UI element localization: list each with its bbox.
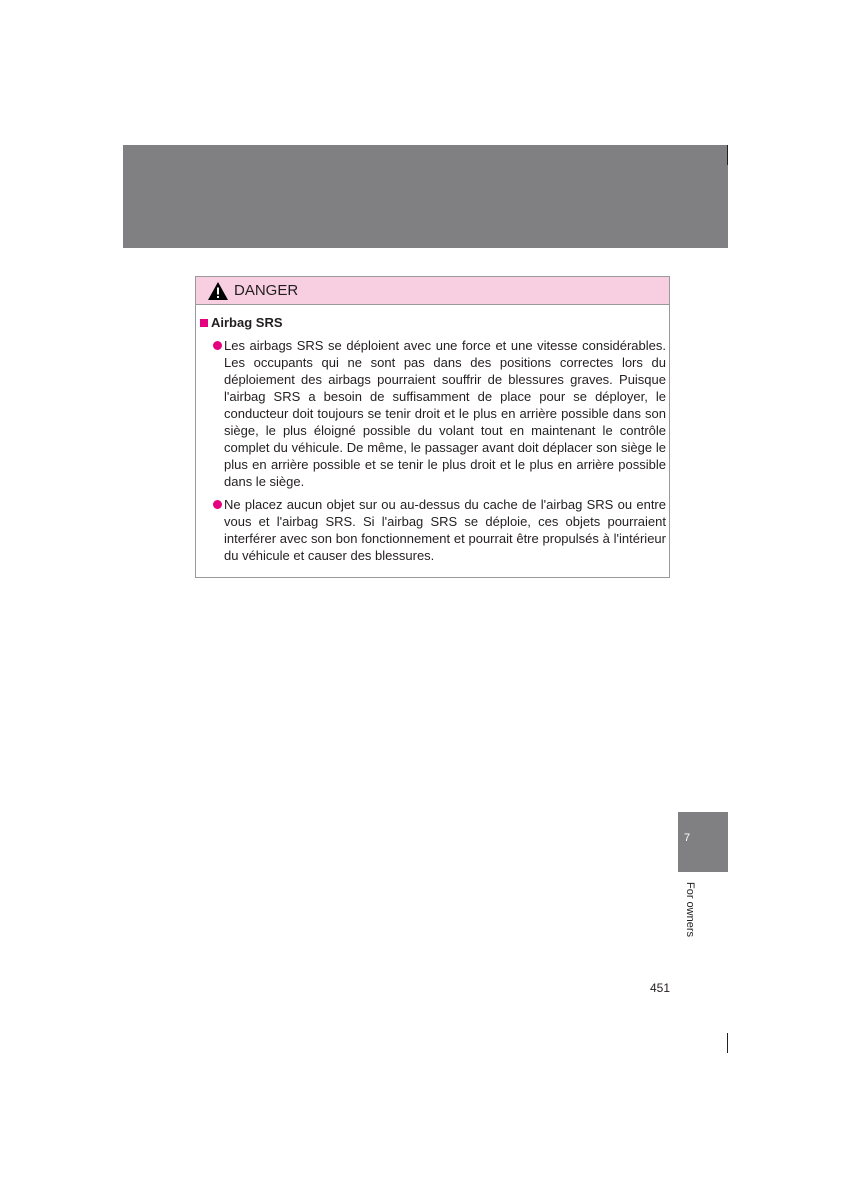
danger-item xyxy=(213,337,666,490)
danger-label: DANGER xyxy=(234,282,299,299)
chapter-label: For owners xyxy=(684,882,696,938)
chapter-tab xyxy=(678,812,728,872)
round-bullet-icon xyxy=(213,500,222,509)
danger-item xyxy=(213,496,666,564)
section-title-text: Airbag SRS xyxy=(211,315,283,330)
round-bullet-icon xyxy=(213,341,222,350)
page-number: 451 xyxy=(650,981,671,995)
square-bullet-icon xyxy=(200,319,208,327)
danger-header xyxy=(196,277,669,305)
header-band xyxy=(123,145,728,248)
section-title xyxy=(200,315,283,330)
chapter-number: 7 xyxy=(684,832,691,844)
danger-box xyxy=(195,276,670,578)
warning-triangle-icon xyxy=(207,281,229,301)
crop-mark-bottom xyxy=(727,1033,728,1053)
crop-mark-top xyxy=(727,145,728,165)
danger-item-text: Les airbags SRS se déploient avec une force et une vitesse considérables. Les occupants qui ne sont pas dans des positions correctes lors du déploiement des airbags pourraient souffrir de blessures graves. Puisque l'airbag SRS a besoin de suffisamment de place pour se déployer, le conducteur doit toujours se tenir droit et le plus en arrière possible dans son siège, le plus éloigné possible du volant tout en maintenant le contrôle complet du véhicule. De même, le passager avant doit déplacer son siège le plus en arrière possible et se tenir le plus droit et le plus en arrière possible dans le siège. xyxy=(224,338,666,489)
danger-item-text: Ne placez aucun objet sur ou au-dessus du cache de l'airbag SRS ou entre vous et l'airbag SRS. Si l'airbag SRS se déploie, ces objets pourraient interférer avec son bon fonctionnement et pourrait être propulsés à l'intérieur du véhicule et causer des blessures. xyxy=(224,497,666,563)
